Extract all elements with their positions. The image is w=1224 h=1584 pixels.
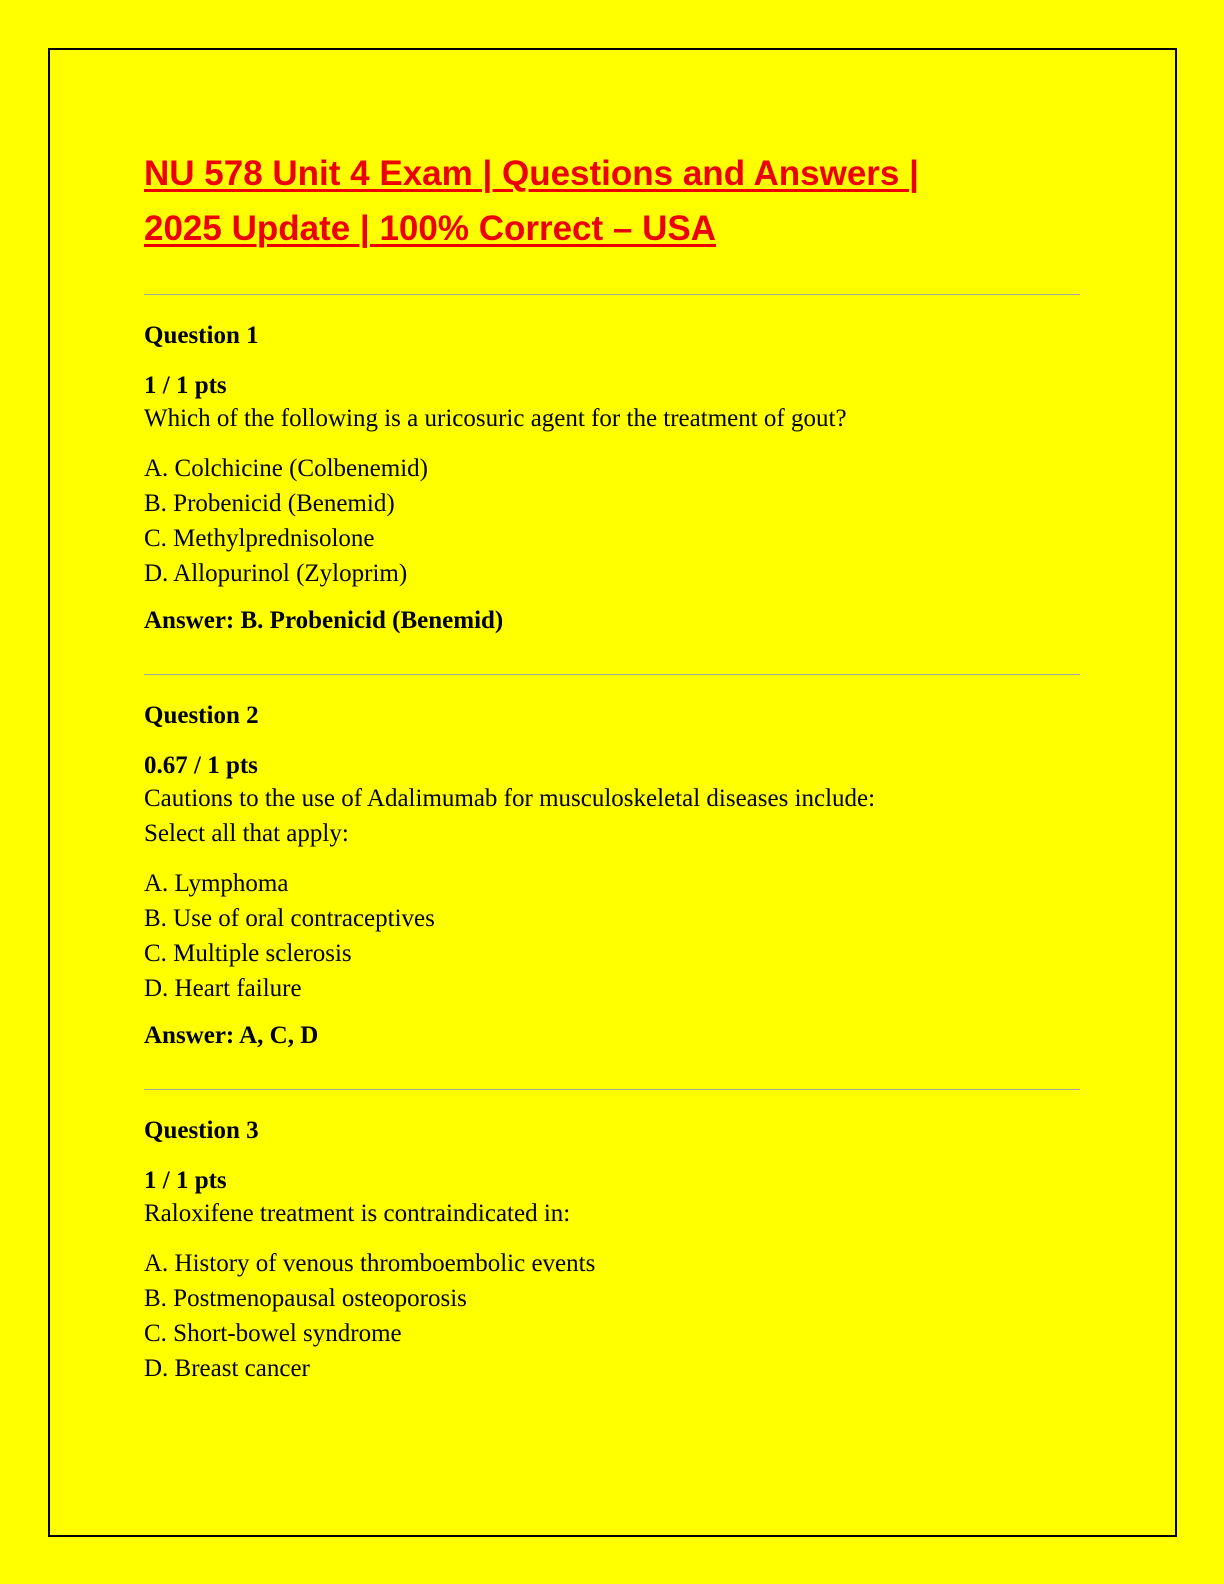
question-prompt: Cautions to the use of Adalimumab for musculoskeletal diseases include: xyxy=(144,785,876,812)
document-title xyxy=(144,146,1080,256)
document-title-line-1: NU 578 Unit 4 Exam | Questions and Answers | xyxy=(144,154,919,193)
question-options xyxy=(144,1246,1080,1386)
question-2 xyxy=(144,701,1080,1051)
option-d: D. Allopurinol (Zyloprim) xyxy=(144,560,408,587)
question-heading: Question 2 xyxy=(144,702,259,729)
option-d: D. Heart failure xyxy=(144,975,302,1002)
option-d: D. Breast cancer xyxy=(144,1355,310,1382)
question-1 xyxy=(144,321,1080,636)
question-points: 0.67 / 1 pts xyxy=(144,752,258,779)
option-b: B. Use of oral contraceptives xyxy=(144,905,435,932)
document-content xyxy=(144,146,1080,1386)
question-heading: Question 1 xyxy=(144,322,259,349)
option-a: A. History of venous thromboembolic events xyxy=(144,1250,596,1277)
option-b: B. Probenicid (Benemid) xyxy=(144,490,395,517)
option-c: C. Multiple sclerosis xyxy=(144,940,352,967)
question-answer: Answer: A, C, D xyxy=(144,1022,319,1049)
question-instruction: Select all that apply: xyxy=(144,820,349,847)
option-c: C. Short-bowel syndrome xyxy=(144,1320,402,1347)
document-title-line-2: 2025 Update | 100% Correct – USA xyxy=(144,209,716,248)
option-b: B. Postmenopausal osteoporosis xyxy=(144,1285,467,1312)
option-c: C. Methylprednisolone xyxy=(144,525,375,552)
question-points: 1 / 1 pts xyxy=(144,1167,227,1194)
section-divider xyxy=(144,674,1080,675)
question-heading: Question 3 xyxy=(144,1117,259,1144)
option-a: A. Lymphoma xyxy=(144,870,289,897)
question-options xyxy=(144,451,1080,591)
section-divider xyxy=(144,294,1080,295)
question-options xyxy=(144,866,1080,1006)
question-3 xyxy=(144,1116,1080,1386)
question-prompt: Raloxifene treatment is contraindicated in: xyxy=(144,1200,571,1227)
section-divider xyxy=(144,1089,1080,1090)
question-points: 1 / 1 pts xyxy=(144,372,227,399)
question-prompt: Which of the following is a uricosuric agent for the treatment of gout? xyxy=(144,405,847,432)
option-a: A. Colchicine (Colbenemid) xyxy=(144,455,428,482)
question-answer: Answer: B. Probenicid (Benemid) xyxy=(144,607,504,634)
